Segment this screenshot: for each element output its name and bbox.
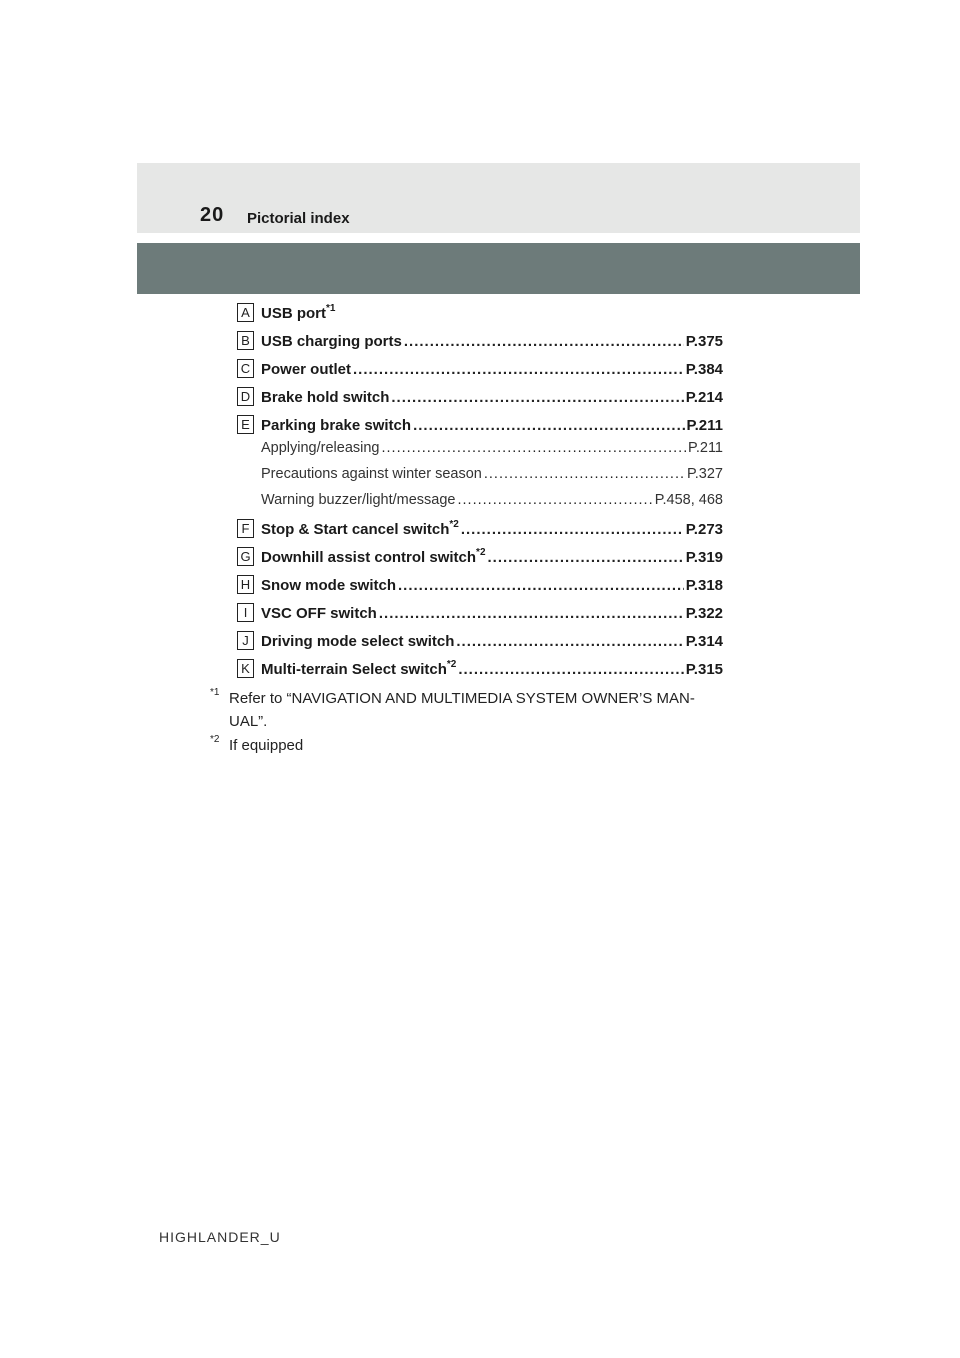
page-ref[interactable]: P.375 [685,333,723,350]
footnote-ref: *2 [446,659,457,670]
footer-model: HIGHLANDER_U [159,1229,281,1245]
entry-j[interactable] [237,633,727,655]
page-ref[interactable]: P.384 [685,361,723,378]
entry-label: USB port$^{*1}$ [261,303,336,322]
entry-label: Stop & Start cancel switch$^{*2}$ [261,519,459,538]
entry-g[interactable] [237,549,727,571]
leader-dots [413,417,684,434]
leader-dots [353,361,684,378]
footnote-text: If equipped [229,737,304,754]
page-ref[interactable]: P.315 [685,661,723,678]
footnote-ref: *1 [326,303,336,314]
entry-a[interactable] [237,305,727,327]
entry-b[interactable] [237,333,727,355]
entry-d[interactable] [237,389,727,411]
entry-i[interactable] [237,605,727,627]
entry-letter: D [237,387,254,406]
entry-letter: B [237,331,254,350]
leader-dots [398,577,684,594]
leader-dots [458,661,683,678]
title-bar [137,243,860,294]
entry-label: Driving mode select switch [261,633,455,650]
section-title: Pictorial index [247,210,350,227]
page-number: 20 [200,204,225,226]
leader-dots [391,389,683,406]
entry-letter: H [237,575,254,594]
entry-label: USB charging ports [261,333,402,350]
entry-e[interactable] [237,417,727,439]
sub-entry-warning[interactable] [237,492,727,514]
entry-letter: I [237,603,254,622]
entry-h[interactable] [237,577,727,599]
page-ref[interactable]: P.211 [688,440,723,456]
entry-letter: A [237,303,254,322]
page-ref[interactable]: P.273 [685,521,723,538]
entry-letter: J [237,631,254,650]
sub-entry-label: Precautions against winter season [261,466,482,482]
page-ref[interactable]: P.318 [685,577,723,594]
entry-f[interactable] [237,521,727,543]
leader-dots [379,605,684,622]
page-ref[interactable]: P.211 [686,417,723,434]
entry-letter: E [237,415,254,434]
leader-dots [404,333,684,350]
entry-label: Parking brake switch [261,417,412,434]
page-ref[interactable]: P.458, 468 [654,492,723,508]
leader-dots [456,633,683,650]
entry-label: Power outlet [261,361,352,378]
entry-letter: F [237,519,254,538]
entry-letter: C [237,359,254,378]
sub-entry-label: Warning buzzer/light/message [261,492,456,508]
page-ref[interactable]: P.322 [685,605,723,622]
entry-k[interactable] [237,661,727,683]
sub-entry-precautions[interactable] [237,466,727,488]
entry-label: Downhill assist control switch$^{*2}$ [261,547,486,566]
entry-label: VSC OFF switch [261,605,377,622]
footnote-text: Refer to “NAVIGATION AND MULTIMEDIA SYSTEM OWNER’S MAN-UAL”. [229,690,695,730]
entry-label: Brake hold switch [261,389,390,406]
entry-letter: K [237,659,254,678]
leader-dots [484,466,685,482]
entry-label: Multi-terrain Select switch$^{*2}$ [261,659,457,678]
leader-dots [382,440,687,456]
header-band [137,163,860,233]
leader-dots [488,549,684,566]
page-ref[interactable]: P.327 [686,466,723,482]
page-ref[interactable]: P.314 [685,633,723,650]
entry-c[interactable] [237,361,727,383]
entry-letter: G [237,547,254,566]
sub-entry-applying[interactable] [237,440,727,462]
leader-dots [461,521,684,538]
page-ref[interactable]: P.319 [685,549,723,566]
footnote-ref: *2 [476,547,486,558]
sub-entry-label: Applying/releasing [261,440,380,456]
entry-label: Snow mode switch [261,577,397,594]
footnote-ref: *2 [449,519,459,530]
page-ref[interactable]: P.214 [685,389,723,406]
leader-dots [458,492,653,508]
